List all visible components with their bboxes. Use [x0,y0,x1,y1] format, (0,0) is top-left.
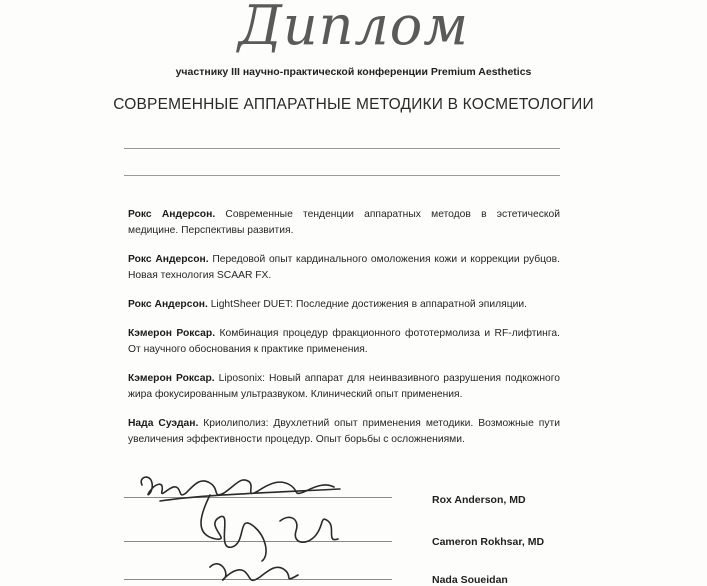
talk-text: Комбинация процедур фракционного фототермолиза и RF-лифтинга. От научного обоснования к практике применения. [128,328,560,355]
talk-item [128,326,560,358]
signature-rokhsar [201,495,338,561]
blank-line-1 [124,148,560,149]
signatory-name: Cameron Rokhsar, MD [432,536,545,548]
talk-speaker: Кэмерон Роксар. [128,373,215,384]
talk-item [128,371,560,403]
blank-line-2 [124,175,560,176]
talk-text: Криолиполиз: Двухлетний опыт применения методики. Возможные пути увеличения эффективности процедур. Опыт борьбы с осложнениями. [128,418,560,445]
signature-anderson [141,477,334,495]
talk-item [128,416,560,448]
talk-item [128,297,560,313]
talk-speaker: Кэмерон Роксар. [128,328,216,339]
talk-speaker: Рокс Андерсон. [128,254,209,265]
signatory-name: Nada Soueidan [432,574,508,586]
talk-speaker: Рокс Андерсон. [128,209,216,220]
talk-text: Современные тенденции аппаратных методов в эстетической медицине. Перспективы развития. [128,209,561,236]
diploma-title: Диплом [237,0,470,57]
signature-soueidan [210,564,298,581]
talk-text: Передовой опыт кардинального омоложения кожи и коррекции рубцов. Новая технология SCAAR FX. [128,254,560,281]
talk-speaker: Нада Суэдан. [128,418,199,429]
talk-speaker: Рокс Андерсон. [128,299,208,310]
talk-list [128,207,560,461]
talk-item [128,207,560,239]
handwritten-signatures [120,455,370,585]
talk-item [128,252,560,284]
talk-text: Liposonix: Новый аппарат для неинвазивного разрушения подкожного жира фокусированным ультразвуком. Клинический опыт применения. [128,373,560,400]
talk-text: LightSheer DUET: Последние достижения в аппаратной эпиляции. [210,299,527,310]
conference-heading: СОВРЕМЕННЫЕ АППАРАТНЫЕ МЕТОДИКИ В КОСМЕТОЛОГИИ [113,96,594,113]
signatory-name: Rox Anderson, MD [432,494,526,506]
diploma-subtitle: участнику III научно-практической конференции Premium Aesthetics [175,66,532,78]
